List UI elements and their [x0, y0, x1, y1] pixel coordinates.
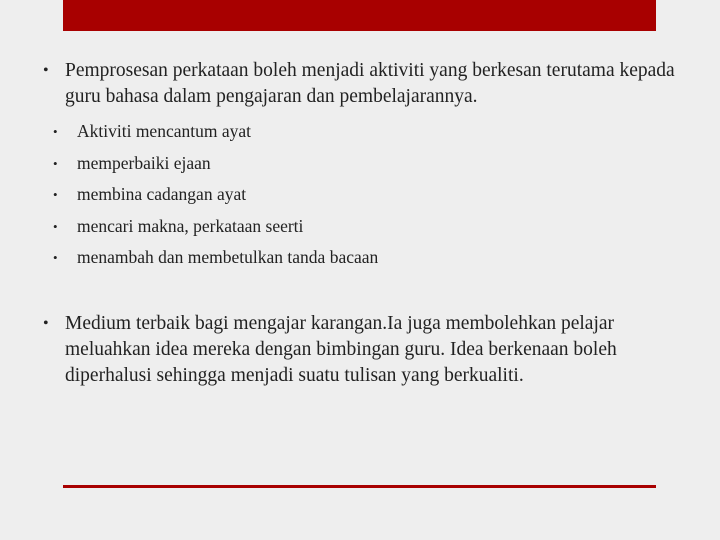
- bullet-text-2: Medium terbaik bagi mengajar karangan.Ia juga membolehkan pelajar meluahkan idea mereka dengan bimbingan guru. Idea berkenaan boleh diperhalusi sehingga menjadi suatu tulisan yang berkualiti.: [65, 312, 617, 386]
- sub-item-text: mencari makna, perkataan seerti: [77, 215, 304, 236]
- slide-content: [43, 58, 683, 389]
- bullet-text-1: Pemprosesan perkataan boleh menjadi aktiviti yang berkesan terutama kepada guru bahasa dalam pengajaran dan pembelajarannya.: [65, 60, 675, 107]
- bullet-icon: •: [43, 62, 49, 79]
- bullet-icon: •: [53, 124, 58, 139]
- sub-list-item: [53, 179, 683, 211]
- bullet-icon: •: [43, 314, 49, 332]
- sub-list-item: [53, 148, 683, 180]
- bullet-icon: •: [53, 155, 58, 171]
- sub-item-text: membina cadangan ayat: [77, 184, 247, 204]
- sub-item-text: memperbaiki ejaan: [77, 152, 211, 173]
- bullet-icon: •: [53, 187, 58, 202]
- footer-divider: [63, 485, 656, 488]
- sub-item-text: menambah dan membetulkan tanda bacaan: [77, 247, 379, 267]
- bullet-icon: •: [53, 250, 58, 265]
- sub-list-item: [53, 116, 683, 148]
- sub-bullet-list: [53, 116, 683, 274]
- bullet-item-2: [43, 311, 683, 389]
- header-accent-bar: [63, 0, 656, 31]
- sub-list-item: [53, 242, 683, 274]
- bullet-item-1: [43, 58, 683, 110]
- sub-list-item: [53, 211, 683, 243]
- sub-item-text: Aktiviti mencantum ayat: [77, 121, 251, 141]
- bullet-icon: •: [53, 218, 58, 234]
